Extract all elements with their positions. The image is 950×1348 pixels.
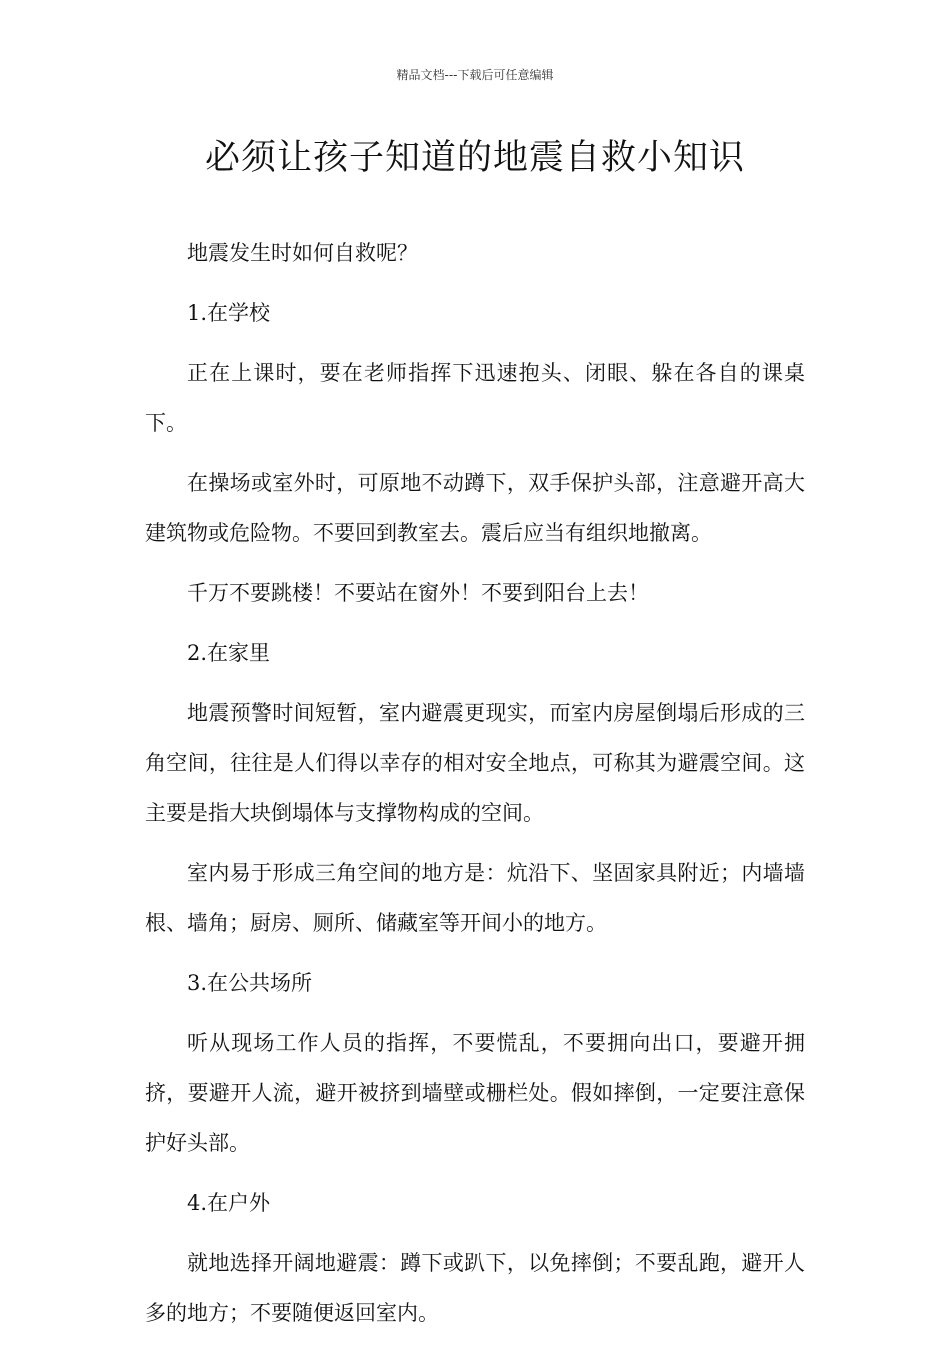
header-note: 精品文档---下载后可任意编辑: [396, 68, 554, 82]
paragraph-home-triangle: 地震预警时间短暂，室内避震更现实，而室内房屋倒塌后形成的三角空间，往往是人们得以幸存的相对安全地点，可称其为避震空间。这主要是指大块倒塌体与支撑物构成的空间。: [145, 701, 805, 825]
section-heading-home: 2.在家里: [187, 641, 271, 665]
document-title: 必须让孩子知道的地震自救小知识: [204, 138, 745, 178]
paragraph-school-class: 正在上课时，要在老师指挥下迅速抱头、闭眼、躲在各自的课桌下。: [145, 361, 805, 435]
section-heading-outdoor: 4.在户外: [187, 1191, 271, 1215]
paragraph-public: 听从现场工作人员的指挥，不要慌乱，不要拥向出口，要避开拥挤，要避开人流，避开被挤到墙壁或栅栏处。假如摔倒，一定要注意保护好头部。: [145, 1031, 805, 1155]
paragraph-school-warning: 千万不要跳楼！不要站在窗外！不要到阳台上去！: [187, 581, 649, 605]
section-heading-public: 3.在公共场所: [187, 971, 313, 995]
document-body: [145, 228, 805, 1348]
paragraph-outdoor: 就地选择开阔地避震：蹲下或趴下，以免摔倒；不要乱跑，避开人多的地方；不要随便返回室内。: [145, 1251, 805, 1325]
section-heading-school: 1.在学校: [187, 301, 271, 325]
paragraph-school-outdoor: 在操场或室外时，可原地不动蹲下，双手保护头部，注意避开高大建筑物或危险物。不要回到教室去。震后应当有组织地撤离。: [145, 471, 805, 545]
paragraph-home-places: 室内易于形成三角空间的地方是：炕沿下、坚固家具附近；内墙墙根、墙角；厨房、厕所、储藏室等开间小的地方。: [145, 861, 805, 935]
intro-question: 地震发生时如何自救呢？: [187, 241, 418, 265]
